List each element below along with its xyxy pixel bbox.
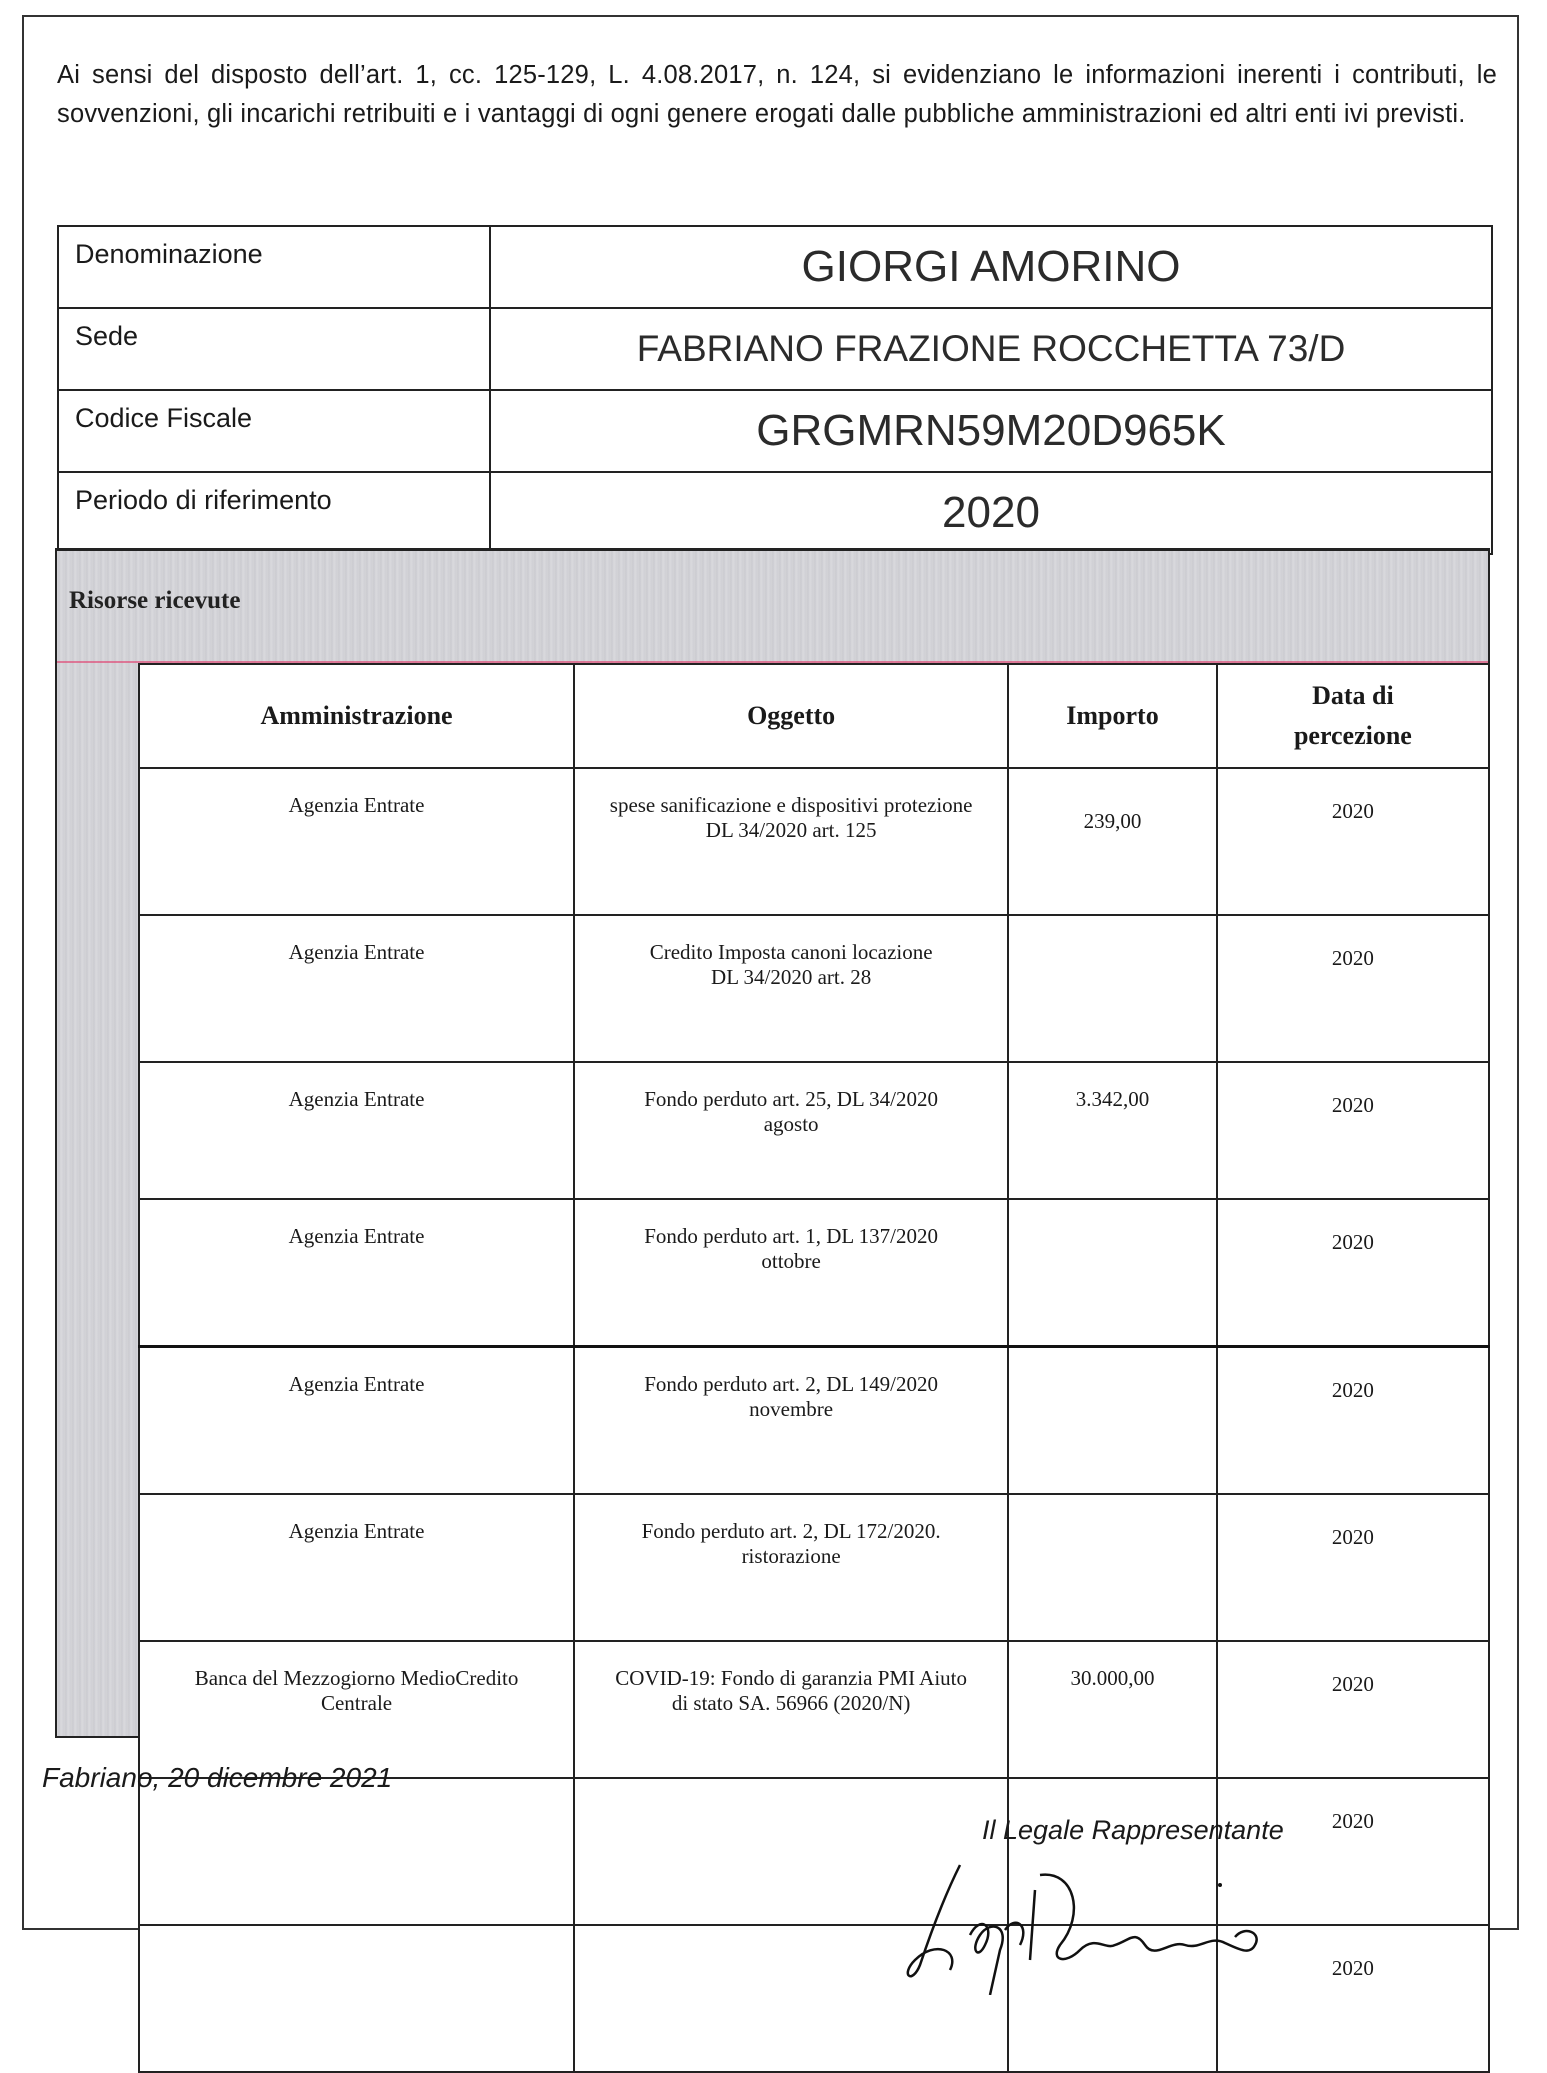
cell-amministrazione: Agenzia Entrate [139, 1062, 574, 1199]
cell-oggetto [574, 1062, 1008, 1199]
periodo-value: 2020 [490, 472, 1492, 554]
table-header-row [139, 664, 1489, 768]
cell-amministrazione [139, 1925, 574, 2072]
cell-data: 2020 [1217, 768, 1489, 915]
cell-importo [1008, 1347, 1217, 1495]
table-row [139, 768, 1489, 915]
cell-data: 2020 [1217, 1778, 1489, 1925]
oggetto-line2: ristorazione [741, 1544, 841, 1568]
signature-dot [1218, 1883, 1222, 1887]
header-data-line2: percezione [1293, 721, 1412, 750]
cell-data: 2020 [1217, 915, 1489, 1062]
cell-data: 2020 [1217, 1641, 1489, 1778]
header-oggetto: Oggetto [574, 664, 1008, 768]
info-row-sede [58, 308, 1492, 390]
codice-fiscale-label: Codice Fiscale [58, 390, 490, 472]
oggetto-line1: spese sanificazione e dispositivi protezione [609, 793, 973, 817]
table-row [139, 1199, 1489, 1347]
sede-label: Sede [58, 308, 490, 390]
place-date: Fabriano, 20 dicembre 2021 [42, 1762, 393, 1793]
cell-amministrazione: Agenzia Entrate [139, 1199, 574, 1347]
table-row [139, 915, 1489, 1062]
oggetto-line1: Fondo perduto art. 2, DL 149/2020 [644, 1372, 939, 1396]
cell-importo [1008, 1494, 1217, 1641]
info-row-periodo [58, 472, 1492, 554]
oggetto-line2: agosto [763, 1112, 819, 1136]
cell-data: 2020 [1217, 1347, 1489, 1495]
cell-data: 2020 [1217, 1062, 1489, 1199]
table-row [139, 1641, 1489, 1778]
cell-importo: 3.342,00 [1008, 1062, 1217, 1199]
cell-amministrazione: Agenzia Entrate [139, 768, 574, 915]
info-row-codice-fiscale [58, 390, 1492, 472]
oggetto-line1: Fondo perduto art. 1, DL 137/2020 [644, 1224, 939, 1248]
periodo-label: Periodo di riferimento [58, 472, 490, 554]
table-row [139, 1347, 1489, 1495]
amministrazione-line2: Centrale [320, 1691, 393, 1715]
cell-oggetto [574, 915, 1008, 1062]
cell-data: 2020 [1217, 1199, 1489, 1347]
oggetto-line1: COVID-19: Fondo di garanzia PMI Aiuto [615, 1666, 967, 1690]
cell-data: 2020 [1217, 1494, 1489, 1641]
cell-amministrazione [139, 1641, 574, 1778]
header-importo: Importo [1008, 664, 1217, 768]
oggetto-line1: Credito Imposta canoni locazione [649, 940, 933, 964]
oggetto-line1: Fondo perduto art. 25, DL 34/2020 [644, 1087, 939, 1111]
cell-importo: 239,00 [1008, 768, 1217, 915]
cell-data: 2020 [1217, 1925, 1489, 2072]
oggetto-line2: DL 34/2020 art. 125 [705, 818, 877, 842]
info-row-denominazione [58, 226, 1492, 308]
intro-paragraph: Ai sensi del disposto dell’art. 1, cc. 125-129, L. 4.08.2017, n. 124, si evidenziano le informazioni inerenti i contributi, le sovvenzioni, gli incarichi retribuiti e i vantaggi di ogni genere erogati dalle pubbliche amministrazioni ed altri enti ivi previsti. [57, 60, 1497, 128]
header-data-line1: Data di [1312, 681, 1394, 710]
cell-oggetto [574, 768, 1008, 915]
oggetto-line1: Fondo perduto art. 2, DL 172/2020. [641, 1519, 941, 1543]
oggetto-line2: ottobre [761, 1249, 821, 1273]
cell-importo [1008, 1199, 1217, 1347]
table-row [139, 1494, 1489, 1641]
denominazione-value: GIORGI AMORINO [490, 226, 1492, 308]
header-amministrazione: Amministrazione [139, 664, 574, 768]
signer-title: Il Legale Rappresentante [982, 1815, 1284, 1845]
cell-amministrazione: Agenzia Entrate [139, 1494, 574, 1641]
signature-stroke [908, 1865, 1257, 1995]
sede-value: FABRIANO FRAZIONE ROCCHETTA 73/D [490, 308, 1492, 390]
amministrazione-line1: Banca del Mezzogiorno MedioCredito [194, 1666, 519, 1690]
cell-importo: 30.000,00 [1008, 1641, 1217, 1778]
risorse-title: Risorse ricevute [69, 587, 241, 614]
cell-oggetto [574, 1494, 1008, 1641]
info-table [57, 225, 1493, 555]
cell-amministrazione [139, 1778, 574, 1925]
oggetto-line2: DL 34/2020 art. 28 [711, 965, 872, 989]
header-data [1217, 664, 1489, 768]
table-row [139, 1062, 1489, 1199]
oggetto-line2: di stato SA. 56966 (2020/N) [671, 1691, 911, 1715]
cell-oggetto [574, 1347, 1008, 1495]
denominazione-label: Denominazione [58, 226, 490, 308]
codice-fiscale-value: GRGMRN59M20D965K [490, 390, 1492, 472]
cell-oggetto [574, 1199, 1008, 1347]
cell-amministrazione: Agenzia Entrate [139, 1347, 574, 1495]
cell-importo [1008, 915, 1217, 1062]
cell-amministrazione: Agenzia Entrate [139, 915, 574, 1062]
oggetto-line2: novembre [749, 1397, 834, 1421]
cell-oggetto [574, 1641, 1008, 1778]
signature-icon [890, 1855, 1390, 1995]
